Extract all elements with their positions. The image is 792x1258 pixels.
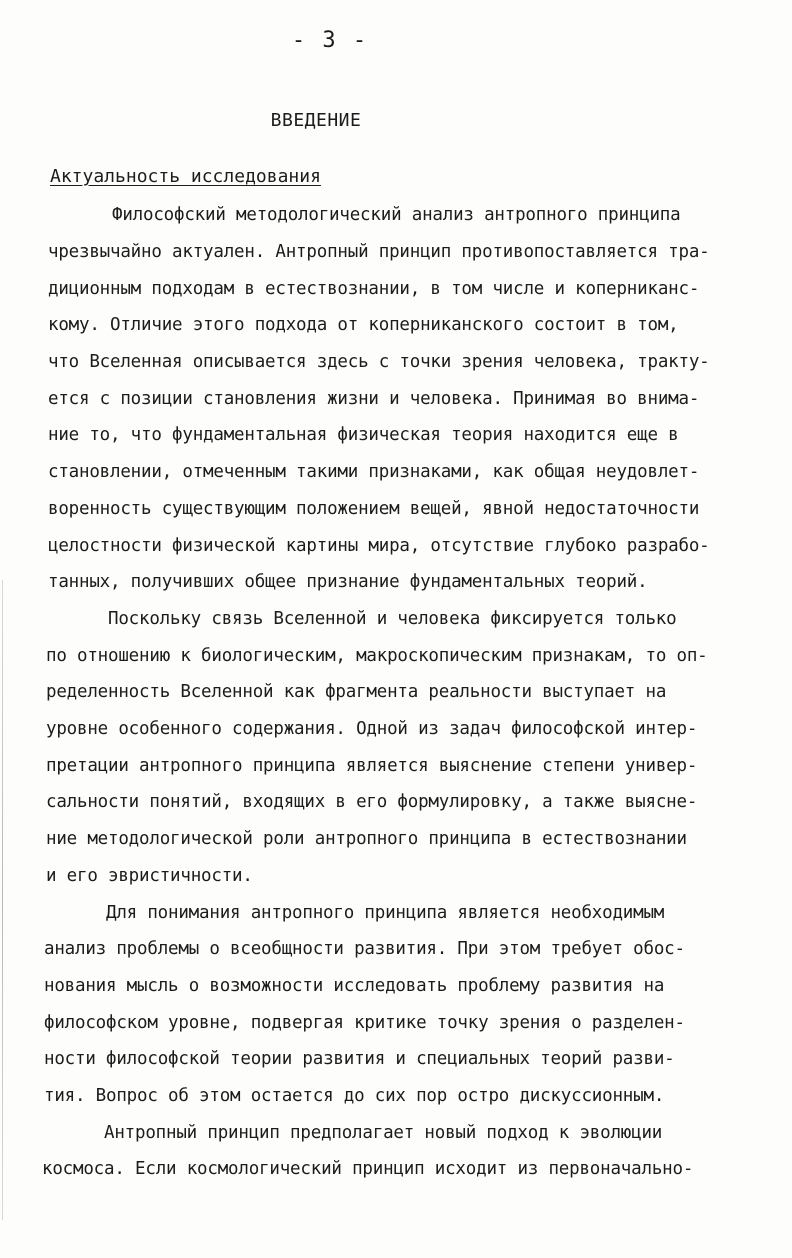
paragraph-1-line-3: диционным подходам в естествознании, в том числе и коперниканс- [48,279,700,299]
paragraph-1-line-10: целостности физической картины мира, отсутствие глубоко разрабо- [48,536,710,556]
paragraph-3-line-6: тия. Вопрос об этом остается до сих пор остро дискуссионным. [44,1086,665,1106]
paragraph-2-line-6: сальности понятий, входящих в его формулировку, а также выясне- [46,792,698,812]
paragraph-3-line-4: философском уровне, подвергая критике точку зрения о разделен- [44,1013,685,1033]
paragraph-4-line-1: Антропный принцип предполагает новый подход к эволюции [104,1123,663,1143]
paragraph-1-line-8: становлении, отмеченным такими признаками, как общая неудовлет- [48,462,700,482]
paragraph-2-line-5: претации антропного принципа является выяснение степени универ- [46,756,698,776]
paragraph-4-line-2: космоса. Если космологический принцип исходит из первоначально- [42,1159,694,1179]
page-edge-shadow [2,580,3,1220]
paragraph-1-line-6: ется с позиции становления жизни и человека. Принимая во внима- [48,389,700,409]
paragraph-1-line-4: кому. Отличие этого подхода от коперниканского состоит в том, [48,315,679,335]
paragraph-3-line-5: ности философской теории развития и специальных теорий разви- [44,1049,675,1069]
paragraph-1-line-1: Философский методологический анализ антропного принципа [112,205,681,225]
paragraph-1-line-9: воренность существующим положением вещей, явной недостаточности [48,499,700,519]
paragraph-2-line-8: и его эвристичности. [46,866,253,886]
paragraph-2-line-4: уровне особенного содержания. Одной из задач философской интер- [46,719,698,739]
paragraph-3-line-2: анализ проблемы о всеобщности развития. При этом требует обос- [44,939,685,959]
page-number: - 3 - [291,28,369,53]
paragraph-3-line-3: нования мысль о возможности исследовать проблему развития на [44,976,665,996]
page-title: ВВЕДЕНИЕ [270,110,362,131]
paragraph-1-line-7: ние то, что фундаментальная физическая теория находится еще в [48,425,679,445]
paragraph-3-line-1: Для понимания антропного принципа является необходимым [106,903,665,923]
paragraph-1-line-11: танных, получивших общее признание фундаментальных теорий. [48,572,648,592]
paragraph-2-line-1: Поскольку связь Вселенной и человека фиксируется только [108,609,677,629]
section-title: Актуальность исследования [50,166,321,187]
paragraph-2-line-3: ределенность Вселенной как фрагмента реальности выступает на [46,682,667,702]
paragraph-1-line-2: чрезвычайно актуален. Антропный принцип противопоставляется тра- [48,242,710,262]
paragraph-2-line-7: ние методологической роли антропного принципа в естествознании [46,829,687,849]
paragraph-2-line-2: по отношению к биологическим, макроскопическим признакам, то оп- [46,646,708,666]
paragraph-1-line-5: что Вселенная описывается здесь с точки зрения человека, тракту- [48,352,710,372]
